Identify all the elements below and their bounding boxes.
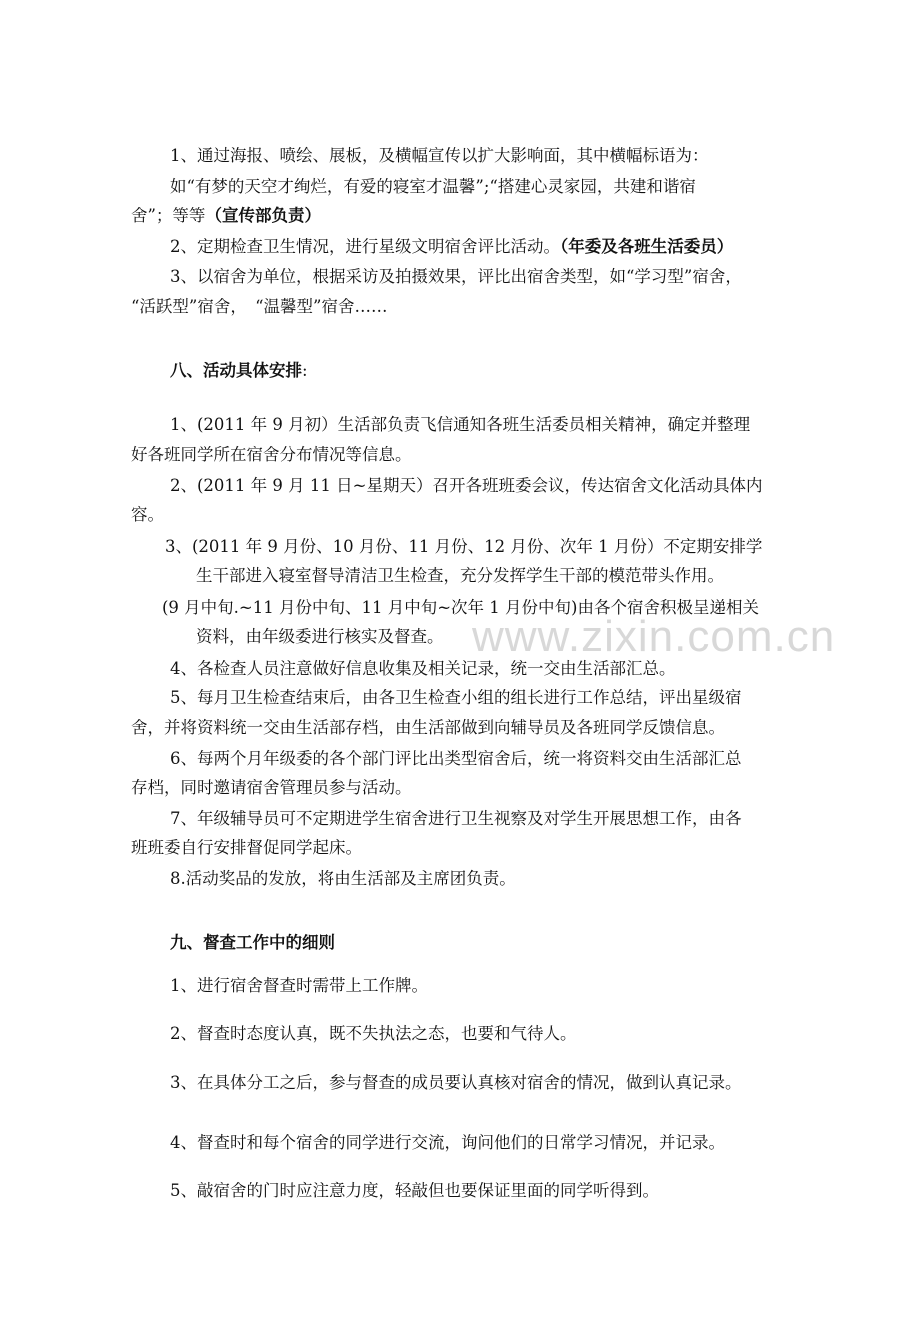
- s8-item-3b-line2: 资料，由年级委进行核实及督查。: [196, 627, 444, 646]
- pre-item-4-line2: “活跃型”宿舍， “温馨型”宿舍……: [131, 297, 388, 316]
- s9-rule-2: 2、督查时态度认真，既不失执法之态，也要和气待人。: [170, 1024, 577, 1043]
- pre-item-4-line1: 3、以宿舍为单位，根据采访及拍摄效果，评比出宿舍类型，如“学习型”宿舍，: [170, 267, 742, 286]
- s9-rule-1: 1、进行宿舍督查时需带上工作牌。: [170, 976, 428, 995]
- s8-item-8: 8.活动奖品的发放，将由生活部及主席团负责。: [170, 869, 516, 888]
- s8-item-1-line2: 好各班同学所在宿舍分布情况等信息。: [131, 445, 412, 464]
- pre-item-2-text: 舍”；等等: [131, 206, 206, 225]
- s8-item-3b-line1: (9 月中旬.~11 月份中旬、11 月中旬~次年 1 月份中旬)由各个宿舍积极呈递相关: [162, 598, 759, 617]
- s8-item-4: 4、各检查人员注意做好信息收集及相关记录，统一交由生活部汇总。: [170, 659, 676, 678]
- s8-item-1-line1: 1、(2011 年 9 月初）生活部负责飞信通知各班生活委员相关精神，确定并整理: [170, 415, 751, 434]
- pre-item-2-line1: 如“有梦的天空才绚烂，有爱的寝室才温馨”;“搭建心灵家园，共建和谐宿: [170, 177, 696, 196]
- s8-item-5-line2: 舍，并将资料统一交由生活部存档，由生活部做到向辅导员及各班同学反馈信息。: [131, 718, 725, 737]
- s8-item-7-line2: 班班委自行安排督促同学起床。: [131, 838, 362, 857]
- s8-item-2-line2: 容。: [131, 505, 164, 524]
- s9-rule-5: 5、敲宿舍的门时应注意力度，轻敲但也要保证里面的同学听得到。: [170, 1181, 659, 1200]
- s8-item-3-line1: 3、(2011 年 9 月份、10 月份、11 月份、12 月份、次年 1 月份）不定期安排学: [165, 537, 763, 556]
- s9-rule-3: 3、在具体分工之后，参与督查的成员要认真核对宿舍的情况，做到认真记录。: [170, 1073, 742, 1092]
- s9-rule-4: 4、督查时和每个宿舍的同学进行交流，询问他们的日常学习情况，并记录。: [170, 1133, 725, 1152]
- s8-item-7-line1: 7、年级辅导员可不定期进学生宿舍进行卫生视察及对学生开展思想工作，由各: [170, 809, 742, 828]
- s8-item-6-line2: 存档，同时邀请宿舍管理员参与活动。: [131, 778, 412, 797]
- pre-item-3-responsible: （年委及各班生活委员）: [560, 237, 734, 256]
- pre-item-1: 1、通过海报、喷绘、展板，及横幅宣传以扩大影响面，其中横幅标语为：: [170, 146, 709, 165]
- pre-item-3: [170, 235, 733, 259]
- s8-item-5-line1: 5、每月卫生检查结束后，由各卫生检查小组的组长进行工作总结，评出星级宿: [170, 688, 742, 707]
- pre-item-3-text: 2、定期检查卫生情况，进行星级文明宿舍评比活动。: [170, 237, 560, 256]
- s8-item-6-line1: 6、每两个月年级委的各个部门评比出类型宿舍后，统一将资料交由生活部汇总: [170, 749, 742, 768]
- s8-item-3-line2: 生干部进入寝室督导清洁卫生检查，充分发挥学生干部的模范带头作用。: [196, 566, 724, 585]
- section-8-heading-colon: :: [302, 361, 308, 380]
- s8-item-2-line1: 2、(2011 年 9 月 11 日~星期天）召开各班班委会议，传达宿舍文化活动具体内: [170, 476, 763, 495]
- section-8-heading-text: 八、活动具体安排: [170, 361, 302, 380]
- watermark: www.zixin.com.cn: [472, 612, 836, 661]
- pre-item-2-line2: [131, 204, 321, 228]
- pre-item-2-responsible: （宣传部负责）: [205, 206, 321, 225]
- section-8-heading: [170, 357, 308, 381]
- section-9-heading: 九、督查工作中的细则: [170, 933, 335, 952]
